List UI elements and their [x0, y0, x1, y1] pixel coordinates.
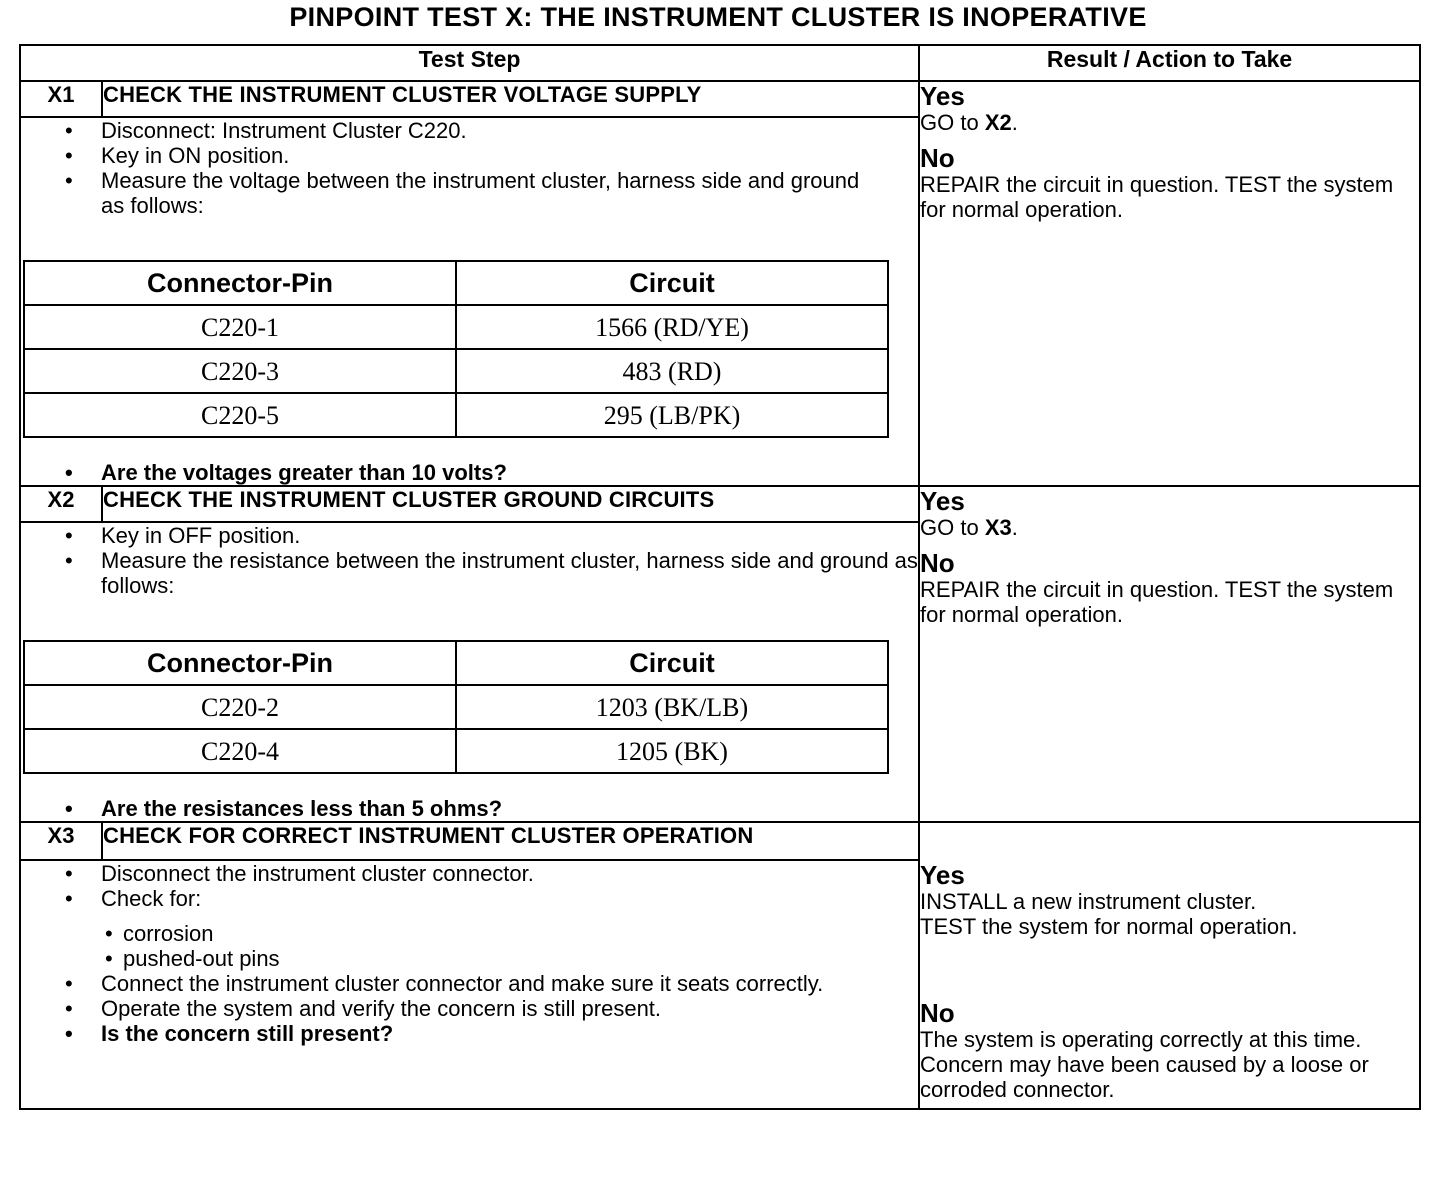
connector-pin-header: Connector-Pin	[24, 641, 456, 685]
step-id: X1	[20, 81, 102, 117]
circuit-cell: 1205 (BK)	[456, 729, 888, 773]
table-row	[24, 729, 888, 773]
bullet-item: • Operate the system and verify the concern is still present.	[101, 996, 918, 1021]
step-title: CHECK THE INSTRUMENT CLUSTER GROUND CIRCUITS	[102, 486, 919, 522]
yes-action: GO to X2.	[920, 110, 1018, 135]
bullet-item: • Key in OFF position.	[101, 523, 918, 548]
circuit-cell: 1566 (RD/YE)	[456, 305, 888, 349]
no-label: No	[920, 548, 955, 578]
yes-action: INSTALL a new instrument cluster.	[920, 889, 1257, 914]
step-x3-body	[20, 860, 919, 1109]
bullet-item: • Measure the resistance between the instrument cluster, harness side and ground as follows:	[101, 548, 918, 598]
no-action: REPAIR the circuit in question. TEST the system for normal operation.	[920, 172, 1394, 222]
circuit-cell: 483 (RD)	[456, 349, 888, 393]
step-question	[21, 460, 918, 485]
circuit-header: Circuit	[456, 641, 888, 685]
header-row	[20, 45, 1420, 81]
question-item: • Are the resistances less than 5 ohms?	[101, 796, 918, 821]
step-x2-result	[919, 486, 1420, 822]
step-bullets	[21, 118, 918, 218]
sub-bullet-item: • corrosion	[123, 921, 918, 946]
question-item: • Is the concern still present?	[101, 1021, 918, 1046]
connector-table	[23, 260, 889, 438]
table-row	[24, 685, 888, 729]
connector-pin-cell: C220-5	[24, 393, 456, 437]
bullet-text: Check for:	[101, 885, 202, 911]
step-bullets	[21, 523, 918, 598]
table-row	[24, 349, 888, 393]
page-title: PINPOINT TEST X: THE INSTRUMENT CLUSTER IS INOPERATIVE	[289, 2, 1147, 32]
step-id: X3	[20, 822, 102, 860]
connector-pin-cell: C220-2	[24, 685, 456, 729]
step-title: CHECK THE INSTRUMENT CLUSTER VOLTAGE SUPPLY	[102, 81, 919, 117]
bullet-item: • Disconnect the instrument cluster connector.	[101, 861, 918, 886]
step-question	[21, 796, 918, 821]
result-header: Result / Action to Take	[919, 45, 1420, 81]
question-item: • Are the voltages greater than 10 volts?	[101, 460, 918, 485]
step-x1-body	[20, 117, 919, 486]
connector-pin-cell: C220-4	[24, 729, 456, 773]
yes-label: Yes	[920, 486, 965, 516]
yes-action-test: TEST the system for normal operation.	[920, 914, 1298, 939]
step-x1-result	[919, 81, 1420, 486]
circuit-cell: 1203 (BK/LB)	[456, 685, 888, 729]
connector-table	[23, 640, 889, 774]
bullet-item: • Measure the voltage between the instrument cluster, harness side and ground as follows:	[101, 168, 918, 218]
sub-bullets	[101, 921, 918, 971]
connector-table-header	[24, 641, 888, 685]
test-step-header: Test Step	[20, 45, 919, 81]
bullet-item: • Disconnect: Instrument Cluster C220.	[101, 118, 918, 143]
step-x3-title-row	[20, 822, 1420, 860]
bullet-item	[101, 886, 918, 971]
yes-label: Yes	[920, 81, 965, 111]
connector-pin-header: Connector-Pin	[24, 261, 456, 305]
bullet-item: • Key in ON position.	[101, 143, 918, 168]
step-x2-title-row	[20, 486, 1420, 522]
table-row	[24, 393, 888, 437]
step-x3-result	[919, 822, 1420, 1109]
no-label: No	[920, 998, 955, 1028]
sub-bullet-item: • pushed-out pins	[123, 946, 918, 971]
pinpoint-test-table	[19, 44, 1421, 1110]
no-action: REPAIR the circuit in question. TEST the system for normal operation.	[920, 577, 1394, 627]
step-bullets	[21, 861, 918, 1046]
no-label: No	[920, 143, 955, 173]
yes-label: Yes	[920, 860, 965, 890]
connector-pin-cell: C220-1	[24, 305, 456, 349]
yes-action: GO to X3.	[920, 515, 1018, 540]
step-title: CHECK FOR CORRECT INSTRUMENT CLUSTER OPERATION	[102, 822, 919, 860]
no-action: The system is operating correctly at this time. Concern may have been caused by a loose or corroded connector.	[920, 1027, 1369, 1102]
circuit-header: Circuit	[456, 261, 888, 305]
connector-pin-cell: C220-3	[24, 349, 456, 393]
table-row	[24, 305, 888, 349]
step-x2-body	[20, 522, 919, 822]
bullet-item: • Connect the instrument cluster connector and make sure it seats correctly.	[101, 971, 918, 996]
step-id: X2	[20, 486, 102, 522]
circuit-cell: 295 (LB/PK)	[456, 393, 888, 437]
connector-table-header	[24, 261, 888, 305]
step-x1-title-row	[20, 81, 1420, 117]
